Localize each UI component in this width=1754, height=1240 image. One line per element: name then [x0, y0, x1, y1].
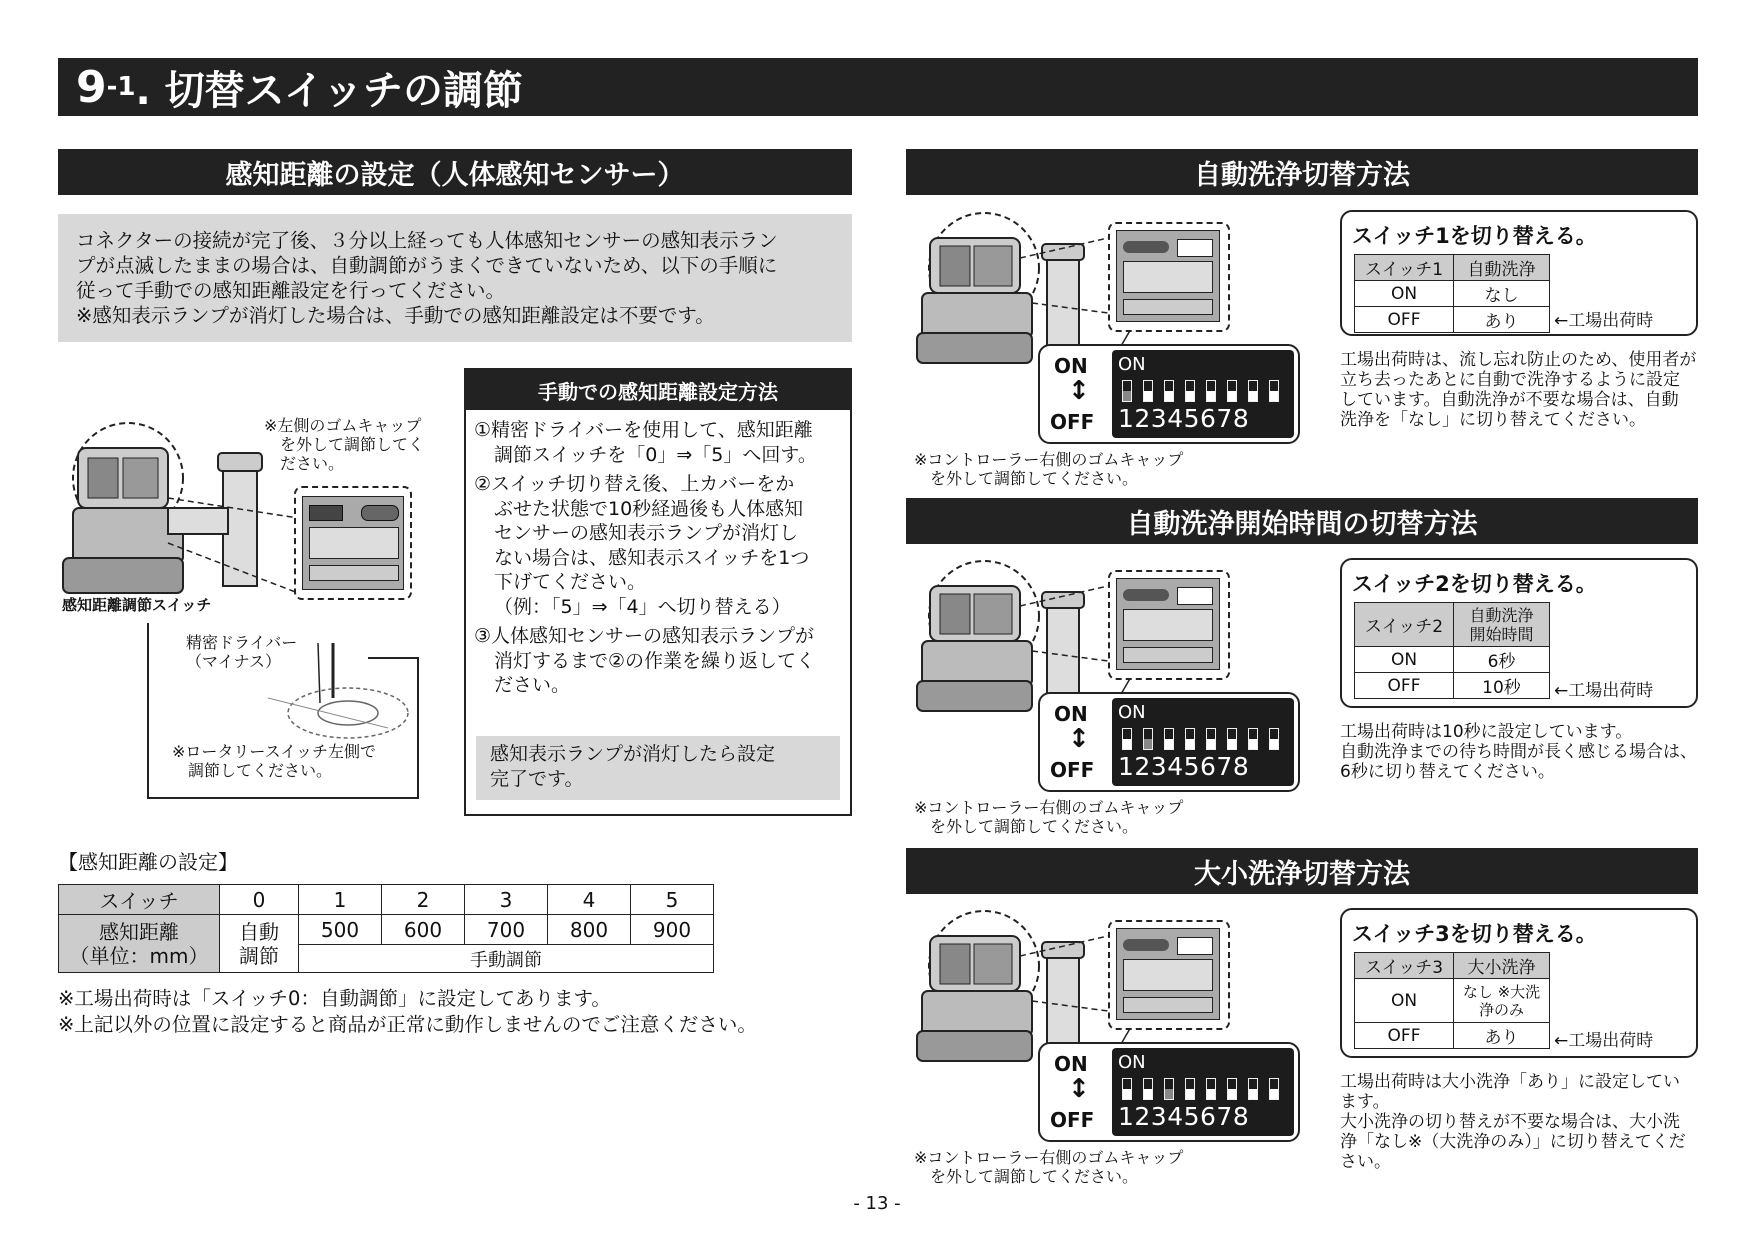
auto-cell: 自動 調節: [220, 915, 299, 973]
factory-label: ←工場出荷時: [1554, 681, 1654, 701]
dip-switch-panel: [1038, 692, 1300, 792]
footnotes: ※工場出荷時は「スイッチ0：自動調節」に設定してあります。 ※上記以外の位置に設定すると商品が正常に動作しませんのでご注意ください。: [58, 987, 757, 1036]
controller-figure-2: [912, 556, 1302, 836]
arrow-icon: ↕: [1068, 376, 1090, 406]
zoom-panel: [294, 486, 412, 600]
switch-table-box-3: [1340, 908, 1698, 1058]
table-row: ON 6秒: [1355, 647, 1550, 673]
switch-value: 3: [465, 885, 548, 915]
switch-header: スイッチ: [59, 885, 220, 915]
switch-value: 4: [548, 885, 631, 915]
dip-digits: 12345678: [1118, 752, 1250, 781]
controller-face: [1116, 230, 1220, 322]
dip-toggle: [1248, 1078, 1258, 1100]
table-row: OFF 10秒: [1355, 673, 1550, 699]
arrow-icon: ↕: [1068, 1074, 1090, 1104]
dip-toggle-knob: [1144, 1089, 1152, 1099]
lamp: [361, 505, 399, 521]
dip-toggle: [1269, 380, 1279, 402]
distance-value: 800: [548, 915, 631, 945]
dip-toggles: [1122, 380, 1290, 404]
dip-toggle-knob: [1186, 1089, 1194, 1099]
section-header-text: 感知距離の設定（人体感知センサー）: [225, 159, 685, 191]
panel-window: [309, 527, 399, 559]
switch-value: 1: [299, 885, 382, 915]
dip-toggle-knob: [1207, 1089, 1215, 1099]
switch-label: 感知距離調節スイッチ: [62, 596, 212, 614]
title-sub-number: -1: [106, 72, 136, 102]
dip-toggle-knob: [1165, 391, 1173, 401]
factory-label: ←工場出荷時: [1554, 311, 1654, 331]
zoom-panel: [1108, 570, 1230, 680]
lamp: [1123, 589, 1169, 601]
dip-toggle: [1269, 728, 1279, 750]
dip-toggle: [1122, 380, 1132, 402]
dip-toggle: [1206, 728, 1216, 750]
intro-line: コネクターの接続が完了後、３分以上経っても人体感知センサーの感知表示ラン: [76, 229, 778, 252]
dip-toggles: [1122, 728, 1290, 752]
rotary-note: ※ロータリースイッチ左側で 調節してください。: [172, 742, 376, 780]
dip-toggle: [1206, 380, 1216, 402]
dip-toggle: [1185, 728, 1195, 750]
manual-cell: 手動調節: [299, 945, 714, 973]
dip-switch: [1112, 698, 1294, 786]
dip-toggle-knob: [1144, 739, 1152, 749]
page-title: [58, 58, 1698, 116]
dip-toggle: [1164, 728, 1174, 750]
dip-switch-panel: [1038, 344, 1300, 444]
table-row: OFF あり: [1355, 307, 1550, 333]
lamp: [1123, 939, 1169, 951]
dip-on-label: ON: [1118, 702, 1146, 723]
dip-toggle-knob: [1207, 391, 1215, 401]
dip-toggle: [1269, 1078, 1279, 1100]
manual-header: 手動での感知距離設定方法: [466, 370, 850, 410]
switch-title: スイッチ3を切り替える。: [1352, 922, 1597, 946]
driver-label: 精密ドライバー （マイナス）: [186, 633, 298, 671]
factory-label: ←工場出荷時: [1554, 1031, 1654, 1051]
table-row: [59, 915, 714, 945]
distance-value: 600: [382, 915, 465, 945]
table-row: スイッチ2 自動洗浄 開始時間: [1355, 603, 1550, 647]
dip-toggle-knob: [1165, 1089, 1173, 1099]
dip-toggle: [1227, 728, 1237, 750]
connector-row: [1123, 299, 1213, 315]
dip-switch-window: [1177, 239, 1213, 257]
dip-toggle-knob: [1270, 391, 1278, 401]
title-text: . 切替スイッチの調節: [135, 67, 524, 114]
section-description: 工場出荷時は、流し忘れ防止のため、使用者が 立ち去ったあとに自動で洗浄するように設定 しています。自動洗浄が不要な場合は、自動 洗浄を「なし」に切り替えてください。: [1340, 350, 1697, 430]
done-note: 感知表示ランプが消灯したら設定 完了です。: [476, 736, 840, 800]
table-row: スイッチ3 大小洗浄: [1355, 953, 1550, 979]
dip-toggle-knob: [1123, 391, 1131, 401]
dip-switch-window: [1177, 937, 1213, 955]
switch-title: スイッチ1を切り替える。: [1352, 224, 1597, 248]
on-label: ON: [1054, 354, 1088, 378]
arrow-icon: ↕: [1068, 724, 1090, 754]
dip-on-label: ON: [1118, 1052, 1146, 1073]
dip-switch: [1112, 350, 1294, 438]
distance-value: 900: [631, 915, 714, 945]
section-header-dual-flush: 大小洗浄切替方法: [906, 848, 1698, 894]
dip-toggle-knob: [1123, 1089, 1131, 1099]
section-description: 工場出荷時は大小洗浄「あり」に設定してい ます。 大小洗浄の切り替えが不要な場合は、大小洗 浄「なし※（大洗浄のみ）」に切り替えてくだ さい。: [1340, 1072, 1686, 1172]
dip-toggle: [1227, 380, 1237, 402]
controller-face: [1116, 928, 1220, 1020]
dip-digits: 12345678: [1118, 1102, 1250, 1131]
zoom-panel: [1108, 222, 1230, 332]
section-header-auto-flush: 自動洗浄切替方法: [906, 149, 1698, 195]
table-caption: 【感知距離の設定】: [58, 850, 238, 874]
switch-table: [1354, 254, 1550, 333]
dip-toggle-knob: [1228, 739, 1236, 749]
switch-table: [1354, 952, 1550, 1049]
manual-steps: [466, 410, 850, 698]
dip-toggle-knob: [1123, 739, 1131, 749]
manual-procedure-box: [464, 368, 852, 816]
dip-switch-window: [1177, 587, 1213, 605]
switch-value: 0: [220, 885, 299, 915]
distance-table: [58, 884, 714, 973]
intro-line: プが点滅したままの場合は、自動調節がうまくできていないため、以下の手順に: [76, 254, 778, 277]
dip-toggle: [1143, 380, 1153, 402]
dip-toggle: [1248, 380, 1258, 402]
cap-note: ※左側のゴムキャップ を外して調節してく ださい。: [264, 416, 425, 473]
step-2: ②スイッチ切り替え後、上カバーをか ぶせた状態で10秒経過後も人体感知 センサーの感知表示ランプが消灯し ない場合は、感知表示スイッチを1つ 下げてください。 （例：「5」⇒「4」へ切り替える）: [474, 473, 810, 618]
zoom-panel: [1108, 920, 1230, 1030]
off-label: OFF: [1050, 410, 1095, 434]
title-number: 9: [76, 61, 107, 113]
dip-toggle-knob: [1270, 739, 1278, 749]
dip-on-label: ON: [1118, 354, 1146, 375]
table-row: スイッチ1 自動洗浄: [1355, 255, 1550, 281]
dip-toggles: [1122, 1078, 1290, 1102]
dip-toggle: [1122, 1078, 1132, 1100]
table-row: ON なし: [1355, 281, 1550, 307]
dip-toggle-knob: [1186, 391, 1194, 401]
sensor-figure: [58, 408, 425, 798]
on-label: ON: [1054, 1052, 1088, 1076]
dip-toggle-knob: [1249, 1089, 1257, 1099]
controller-figure-1: [912, 208, 1302, 488]
connector-row: [309, 565, 399, 581]
on-label: ON: [1054, 702, 1088, 726]
distance-header: 感知距離 （単位：mm）: [59, 915, 220, 973]
controller-face: [1116, 578, 1220, 670]
switch-table: [1354, 602, 1550, 699]
lamp: [1123, 241, 1169, 253]
controller-note: ※コントローラー右側のゴムキャップ を外して調節してください。: [914, 450, 1184, 488]
switch-value: 5: [631, 885, 714, 915]
dip-toggle: [1164, 1078, 1174, 1100]
table-row: [59, 885, 714, 915]
dip-toggle-knob: [1144, 391, 1152, 401]
dip-digits: 12345678: [1118, 404, 1250, 433]
dip-toggle: [1122, 728, 1132, 750]
page-number: - 13 -: [853, 1193, 901, 1214]
dip-toggle: [1164, 380, 1174, 402]
section-header-flush-start-time: 自動洗浄開始時間の切替方法: [906, 498, 1698, 544]
section-description: 工場出荷時は10秒に設定しています。 自動洗浄までの待ち時間が長く感じる場合は、 6秒に切り替えてください。: [1340, 722, 1697, 782]
dip-toggle-knob: [1228, 391, 1236, 401]
section-header-sensing-distance: [58, 149, 852, 195]
dip-switch: [1112, 1048, 1294, 1136]
table-row: ON なし ※大洗浄のみ: [1355, 979, 1550, 1023]
intro-line: ※感知表示ランプが消灯した場合は、手動での感知距離設定は不要です。: [76, 304, 715, 327]
rotary-switch: [309, 505, 343, 521]
intro-line: 従って手動での感知距離設定を行ってください。: [76, 279, 506, 302]
connector-row: [1123, 647, 1213, 663]
dip-toggle-knob: [1270, 1089, 1278, 1099]
dip-toggle-knob: [1249, 391, 1257, 401]
step-1: ①精密ドライバーを使用して、感知距離 調節スイッチを「0」⇒「5」へ回す。: [474, 419, 817, 466]
dip-switch-panel: [1038, 1042, 1300, 1142]
dip-toggle: [1227, 1078, 1237, 1100]
off-label: OFF: [1050, 758, 1095, 782]
off-label: OFF: [1050, 1108, 1095, 1132]
switch-value: 2: [382, 885, 465, 915]
step-3: ③人体感知センサーの感知表示ランプが 消灯するまで②の作業を繰り返してく ださい。: [474, 625, 816, 696]
dip-toggle: [1185, 380, 1195, 402]
switch-table-box-1: [1340, 210, 1698, 336]
panel-window: [1123, 261, 1213, 293]
switch-table-box-2: [1340, 558, 1698, 708]
panel-window: [1123, 959, 1213, 991]
dip-toggle: [1185, 1078, 1195, 1100]
dip-toggle: [1248, 728, 1258, 750]
dip-toggle-knob: [1186, 739, 1194, 749]
distance-value: 500: [299, 915, 382, 945]
dip-toggle: [1206, 1078, 1216, 1100]
dip-toggle-knob: [1228, 1089, 1236, 1099]
distance-value: 700: [465, 915, 548, 945]
dip-toggle: [1143, 728, 1153, 750]
controller-note: ※コントローラー右側のゴムキャップ を外して調節してください。: [914, 798, 1184, 836]
dip-toggle-knob: [1249, 739, 1257, 749]
intro-box: [58, 214, 852, 342]
controller-figure-3: [912, 906, 1302, 1186]
dip-toggle-knob: [1165, 739, 1173, 749]
dip-toggle: [1143, 1078, 1153, 1100]
controller-face: [302, 496, 404, 590]
connector-row: [1123, 997, 1213, 1013]
table-row: OFF あり: [1355, 1023, 1550, 1049]
switch-title: スイッチ2を切り替える。: [1352, 572, 1597, 596]
dip-toggle-knob: [1207, 739, 1215, 749]
controller-note: ※コントローラー右側のゴムキャップ を外して調節してください。: [914, 1148, 1184, 1186]
panel-window: [1123, 609, 1213, 641]
